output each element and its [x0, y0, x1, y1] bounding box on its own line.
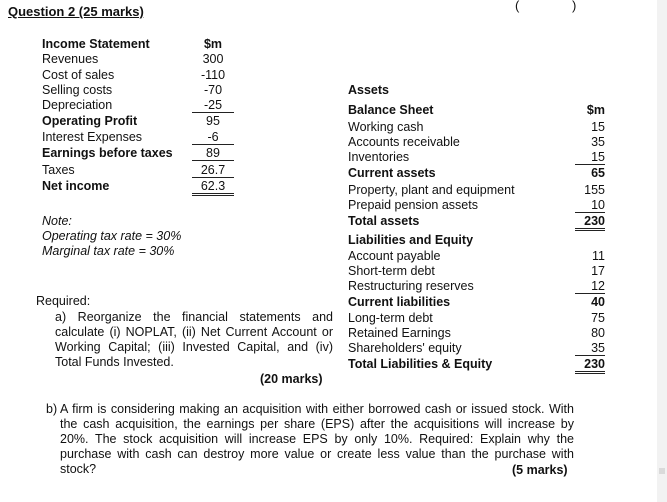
bs-row-value: 17 — [591, 264, 605, 278]
income-statement-unit: $m — [203, 37, 223, 51]
liabilities-equity-heading: Liabilities and Equity — [348, 233, 474, 247]
part-a-text: Reorganize the financial statements and calculate (i) NOPLAT, (ii) Net Current Account or Working Capital; (iii) Invested Capital, and (iv) Total Funds Invested. — [55, 310, 333, 369]
bs-row-label: Total assets — [348, 214, 420, 228]
is-row-value: 62.3 — [192, 179, 234, 196]
bs-row-label: Inventories — [348, 150, 410, 164]
bs-row-label: Shareholders' equity — [348, 341, 462, 355]
bs-row-label: Account payable — [348, 249, 441, 263]
scrollbar-marker[interactable] — [659, 468, 665, 474]
income-statement-heading: Income Statement — [42, 37, 150, 51]
part-b-marks: (5 marks) — [512, 463, 568, 477]
is-row-label: Revenues — [42, 52, 99, 66]
header-fragment-left: ( — [515, 0, 520, 13]
bs-row-label: Restructuring reserves — [348, 279, 474, 293]
bs-row-label: Current liabilities — [348, 295, 451, 309]
bs-row-value: 230 — [575, 214, 605, 231]
assets-heading: Assets — [348, 83, 389, 97]
balance-sheet-heading: Balance Sheet — [348, 103, 434, 117]
bs-row-label: Prepaid pension assets — [348, 198, 478, 212]
bs-row-value: 35 — [575, 341, 605, 356]
is-row-value: -110 — [200, 68, 226, 82]
bs-row-value: 80 — [591, 326, 605, 340]
is-row-value: 89 — [192, 146, 234, 161]
bs-row-value: 230 — [575, 357, 605, 374]
question-part-a — [55, 310, 333, 370]
header-fragment-right: ) — [572, 0, 577, 13]
part-a-letter: a) — [55, 310, 67, 324]
is-row-value: 95 — [206, 114, 220, 128]
is-row-value: -70 — [203, 83, 223, 97]
is-row-label: Interest Expenses — [42, 130, 143, 144]
bs-row-value: 40 — [591, 295, 605, 309]
is-row-label: Depreciation — [42, 98, 113, 112]
is-row-label: Operating Profit — [42, 114, 138, 128]
note-label: Note: — [42, 214, 72, 228]
required-label: Required: — [36, 294, 91, 308]
bs-row-value: 12 — [575, 279, 605, 294]
bs-row-label: Current assets — [348, 166, 436, 180]
is-row-label: Cost of sales — [42, 68, 115, 82]
is-row-label: Earnings before taxes — [42, 146, 173, 160]
bs-row-value: 75 — [591, 311, 605, 325]
bs-row-value: 35 — [591, 135, 605, 149]
bs-row-value: 11 — [592, 249, 605, 263]
part-b-text: A firm is considering making an acquisition with either borrowed cash or issued stock. With the cash acquisition, the earnings per share (EPS) after the acquisitions will increase by 20%. The stock acquisition will increase EPS by only 10%. Required: Explain why the purchase with cash can destroy more value or create less value than the purchase with stock? — [60, 402, 574, 476]
bs-row-value: 155 — [584, 183, 605, 197]
bs-row-label: Short-term debt — [348, 264, 435, 278]
scrollbar-track[interactable] — [657, 0, 667, 502]
bs-row-label: Retained Earnings — [348, 326, 451, 340]
note-operating-tax: Operating tax rate = 30% — [42, 229, 182, 243]
bs-row-label: Working cash — [348, 120, 424, 134]
is-row-value: -6 — [192, 130, 234, 145]
bs-row-label: Total Liabilities & Equity — [348, 357, 493, 371]
is-row-label: Taxes — [42, 163, 75, 177]
is-row-value: 300 — [202, 52, 224, 66]
is-row-value: -25 — [192, 98, 234, 113]
bs-row-label: Accounts receivable — [348, 135, 460, 149]
question-title: Question 2 (25 marks) — [8, 4, 144, 19]
bs-row-value: 15 — [591, 120, 605, 134]
is-row-label: Net income — [42, 179, 110, 193]
bs-row-label: Property, plant and equipment — [348, 183, 515, 197]
bs-row-label: Long-term debt — [348, 311, 433, 325]
note-marginal-tax: Marginal tax rate = 30% — [42, 244, 175, 258]
is-row-value: 26.7 — [192, 163, 234, 178]
bs-row-value: 10 — [575, 198, 605, 213]
part-a-marks: (20 marks) — [260, 372, 323, 386]
part-b-letter: b) — [46, 402, 58, 416]
bs-row-value: 15 — [575, 150, 605, 165]
is-row-label: Selling costs — [42, 83, 113, 97]
bs-row-value: 65 — [591, 166, 605, 180]
balance-sheet-unit: $m — [586, 103, 605, 117]
